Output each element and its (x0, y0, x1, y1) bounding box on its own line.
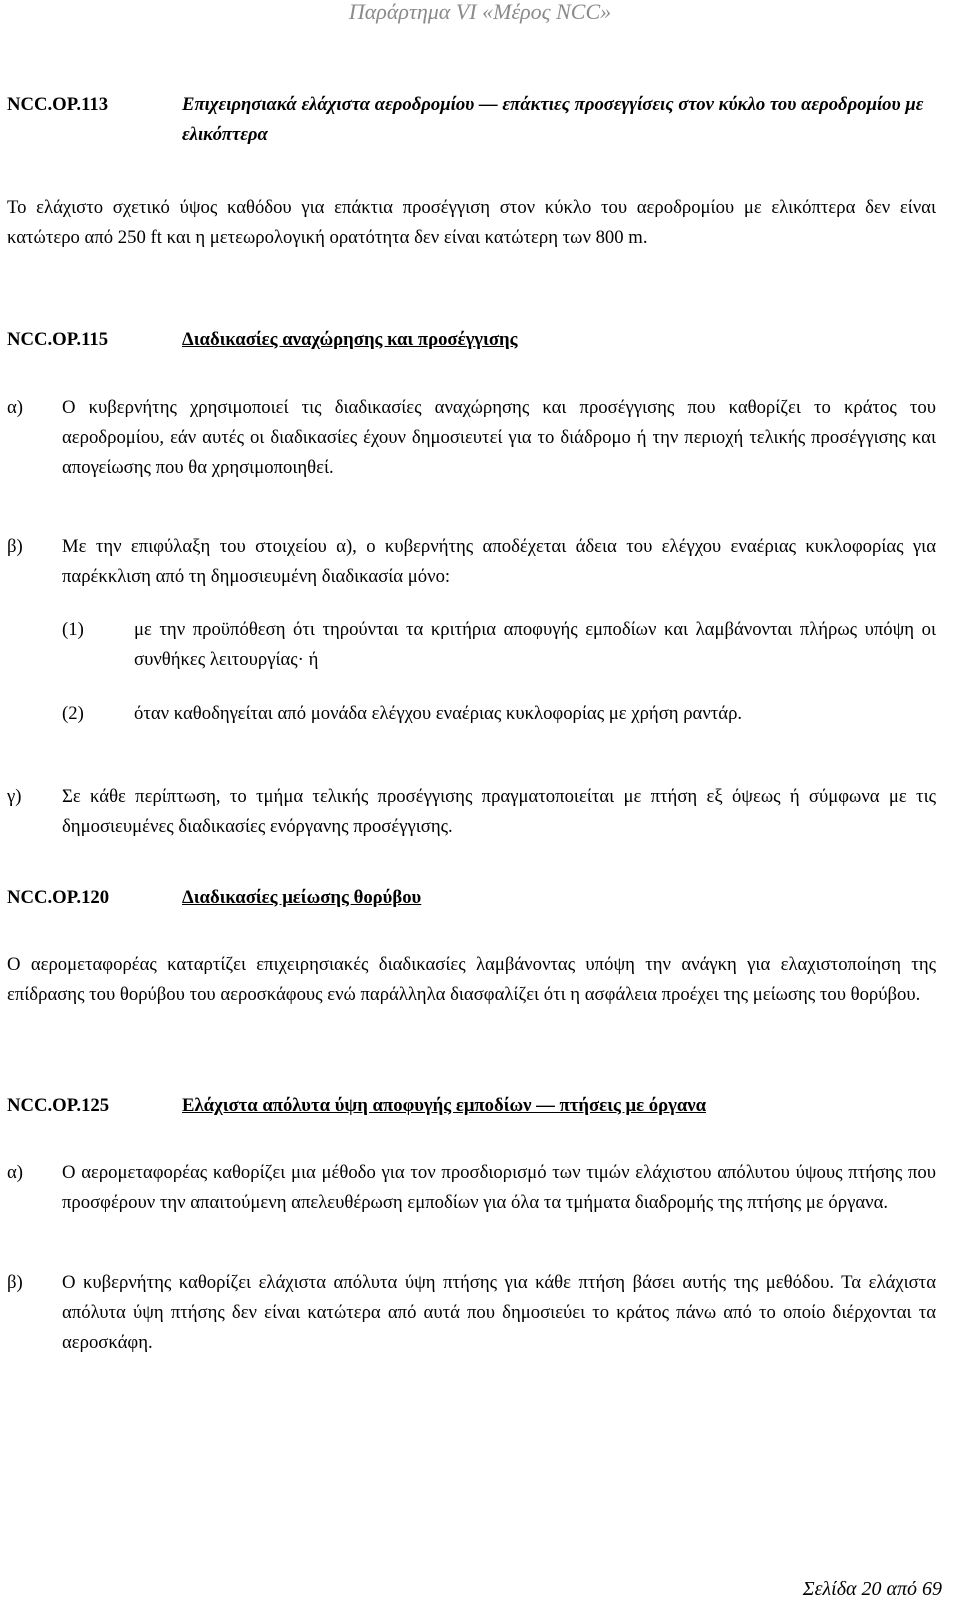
section-title (182, 325, 945, 355)
section-title (182, 883, 945, 913)
section-title-text: Διαδικασίες αναχώρησης και προσέγγισης (182, 329, 518, 350)
page-header: Παράρτημα VI «Μέρος NCC» (348, 0, 612, 24)
item-marker: α) (7, 1162, 24, 1183)
sub-item-2 (62, 699, 936, 729)
list-item-alpha (7, 1158, 936, 1218)
page-number: Σελίδα 20 από 69 (802, 1578, 942, 1600)
item-text: Ο κυβερνήτης χρησιμοποιεί τις διαδικασίες αναχώρησης και προσέγγισης που καθορίζει το κράτος του αεροδρομίου, εάν αυτές οι διαδικασίες έχουν δημοσιευτεί για το διάδρομο ή την περιοχή τελικής προσέγγισης και απογείωσης που θα χρησιμοποιηθεί. (62, 397, 936, 478)
item-text: Ο αερομεταφορέας καθορίζει μια μέθοδο για τον προσδιορισμό των τιμών ελάχιστου απόλυτου ύψους πτήσης που προσφέρουν την απαιτούμενη απελευθέρωση εμποδίων για όλα τα τμήματα διαδρομής της πτήσης με όργανα. (62, 1162, 936, 1213)
section-heading-ncc-op-115 (7, 325, 945, 355)
section-code: NCC.OP.115 (7, 329, 109, 350)
item-marker: α) (7, 397, 24, 418)
sub-item-1 (62, 615, 936, 675)
sub-item-marker: (1) (62, 619, 84, 640)
section-code: NCC.OP.113 (7, 94, 109, 115)
section-code: NCC.OP.120 (7, 887, 110, 908)
item-text: Σε κάθε περίπτωση, το τμήμα τελικής προσέγγισης πραγματοποιείται με πτήση εξ όψεως ή σύμφωνα με τις δημοσιευμένες διαδικασίες ενόργανης προσέγγισης. (62, 786, 936, 837)
item-marker: β) (7, 1272, 23, 1293)
item-marker: β) (7, 536, 23, 557)
sub-item-marker: (2) (62, 703, 84, 724)
item-text: Ο κυβερνήτης καθορίζει ελάχιστα απόλυτα ύψη πτήσης για κάθε πτήση βάσει αυτής της μεθόδου. Τα ελάχιστα απόλυτα ύψη πτήσης δεν είναι κατώτερα από αυτά που δημοσιεύει το κράτος πάνω από το οποίο διέρχονται τα αεροσκάφη. (62, 1272, 936, 1353)
section-title-text: Ελάχιστα απόλυτα ύψη αποφυγής εμποδίων — πτήσεις με όργανα (182, 1095, 707, 1116)
list-item-gamma (7, 782, 936, 842)
sub-item-text: όταν καθοδηγείται από μονάδα ελέγχου εναέριας κυκλοφορίας με χρήση ραντάρ. (134, 703, 743, 724)
section-title-text: Διαδικασίες μείωσης θορύβου (182, 887, 422, 908)
item-text: Με την επιφύλαξη του στοιχείου α), ο κυβερνήτης αποδέχεται άδεια του ελέγχου εναέριας κυκλοφορίας για παρέκκλιση από τη δημοσιευμένη διαδικασία μόνο: (62, 536, 936, 587)
section-body-ncc-op-113: Το ελάχιστο σχετικό ύψος καθόδου για επάκτια προσέγγιση στον κύκλο του αεροδρομίου με ελικόπτερα δεν είναι κατώτερο από 250 ft και η μετεωρολογική ορατότητα δεν είναι κατώτερη των 800 m. (7, 197, 936, 248)
section-heading-ncc-op-113 (7, 90, 945, 150)
list-item-beta (7, 1268, 936, 1358)
section-title: Επιχειρησιακά ελάχιστα αεροδρομίου — επάκτιες προσεγγίσεις στον κύκλο του αεροδρομίου με ελικόπτερα (182, 94, 924, 145)
sub-item-text: με την προϋπόθεση ότι τηρούνται τα κριτήρια αποφυγής εμποδίων και λαμβάνονται πλήρως υπόψη οι συνθήκες λειτουργίας· ή (134, 619, 936, 670)
list-item-alpha (7, 393, 936, 483)
section-heading-ncc-op-125 (7, 1091, 945, 1121)
section-heading-ncc-op-120 (7, 883, 945, 913)
list-item-beta (7, 532, 936, 592)
item-marker: γ) (7, 786, 22, 807)
section-body-ncc-op-120: Ο αερομεταφορέας καταρτίζει επιχειρησιακές διαδικασίες λαμβάνοντας υπόψη την ανάγκη για ελαχιστοποίηση της επίδρασης του θορύβου του αεροσκάφους ενώ παράλληλα διασφαλίζει ότι η ασφάλεια προέχει της μείωσης του θορύβου. (7, 954, 936, 1005)
section-title (182, 1091, 945, 1121)
section-code: NCC.OP.125 (7, 1095, 110, 1116)
